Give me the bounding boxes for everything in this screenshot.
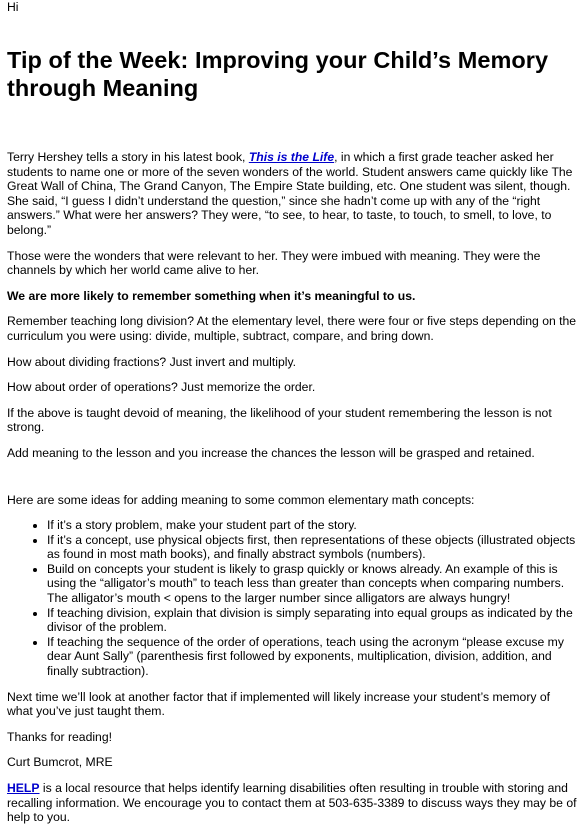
help-paragraph	[7, 781, 579, 825]
intro-paragraph	[7, 150, 579, 238]
email-body	[7, 0, 579, 825]
intro-text-before: Terry Hershey tells a story in his latest book,	[7, 150, 249, 164]
thanks-line: Thanks for reading!	[7, 729, 113, 744]
wonders-paragraph: Those were the wonders that were relevant to her. They were imbued with meaning. They were the channels by which her world came alive to her.	[7, 248, 541, 278]
list-item: • If it’s a concept, use physical objects first, then representations of these objects (illustrated objects as found in most math books), and finally abstract symbols (numbers).	[47, 533, 579, 562]
help-text: is a local resource that helps identify learning disabilities often resulting in trouble with storing and recalling information. We encourage you to contact them at 503-635-3389 to discuss ways they may be of help to you.	[7, 781, 577, 825]
book-link[interactable]: This is the Life	[248, 150, 335, 164]
next-time-paragraph: Next time we’ll look at another factor that if implemented will likely increase your student’s memory of what you’ve just taught them.	[7, 689, 551, 719]
list-item: • If teaching division, explain that division is simply separating into equal groups as indicated by the divisor of the problem.	[47, 606, 579, 635]
help-link[interactable]: HELP	[7, 781, 40, 795]
add-meaning-paragraph: Add meaning to the lesson and you increase the chances the lesson will be grasped and retained.	[7, 445, 535, 460]
greeting: Hi	[7, 0, 19, 14]
article-title: Tip of the Week: Improving your Child’s Memory through Meaning	[7, 47, 549, 101]
signature-line: Curt Bumcrot, MRE	[7, 755, 113, 770]
devoid-paragraph: If the above is taught devoid of meaning, the likelihood of your student remembering the lesson is not strong.	[7, 405, 552, 435]
list-item: • Build on concepts your student is likely to grasp quickly or knows already. An example of this is using the “alligator’s mouth” to teach less than greater than concepts when comparing numbers. The alligator’s mouth < opens to the larger number since alligators are always hungry!	[47, 562, 579, 606]
list-item: • If teaching the sequence of the order of operations, teach using the acronym “please excuse my dear Aunt Sally” (parenthesis first followed by exponents, multiplication, division, addition, and finally subtraction).	[47, 635, 579, 679]
ideas-intro-paragraph: Here are some ideas for adding meaning to some common elementary math concepts:	[7, 492, 475, 507]
order-paragraph: How about order of operations? Just memorize the order.	[7, 380, 316, 395]
key-point-paragraph: We are more likely to remember something when it’s meaningful to us.	[7, 288, 416, 303]
division-paragraph: Remember teaching long division? At the elementary level, there were four or five steps depending on the curriculum you were using: divide, multiple, subtract, compare, and bring down.	[7, 314, 577, 343]
intro-text-after: , in which a first grade teacher asked her students to name one or more of the seven wonders of the world. Student answers came quickly like The Great Wall of China, The Grand Canyon, The Empire State building, etc. One student was silent, though. She said, “I guess I didn’t understand the question,” since she hadn’t come up with any of the “right answers.” What were her answers? They were, “to see, to hear, to taste, to touch, to smell, to love, to belong.”	[7, 150, 573, 237]
fractions-paragraph: How about dividing fractions? Just invert and multiply.	[7, 354, 297, 369]
ideas-list	[7, 518, 579, 679]
list-item: • If it’s a story problem, make your student part of the story.	[47, 518, 579, 533]
